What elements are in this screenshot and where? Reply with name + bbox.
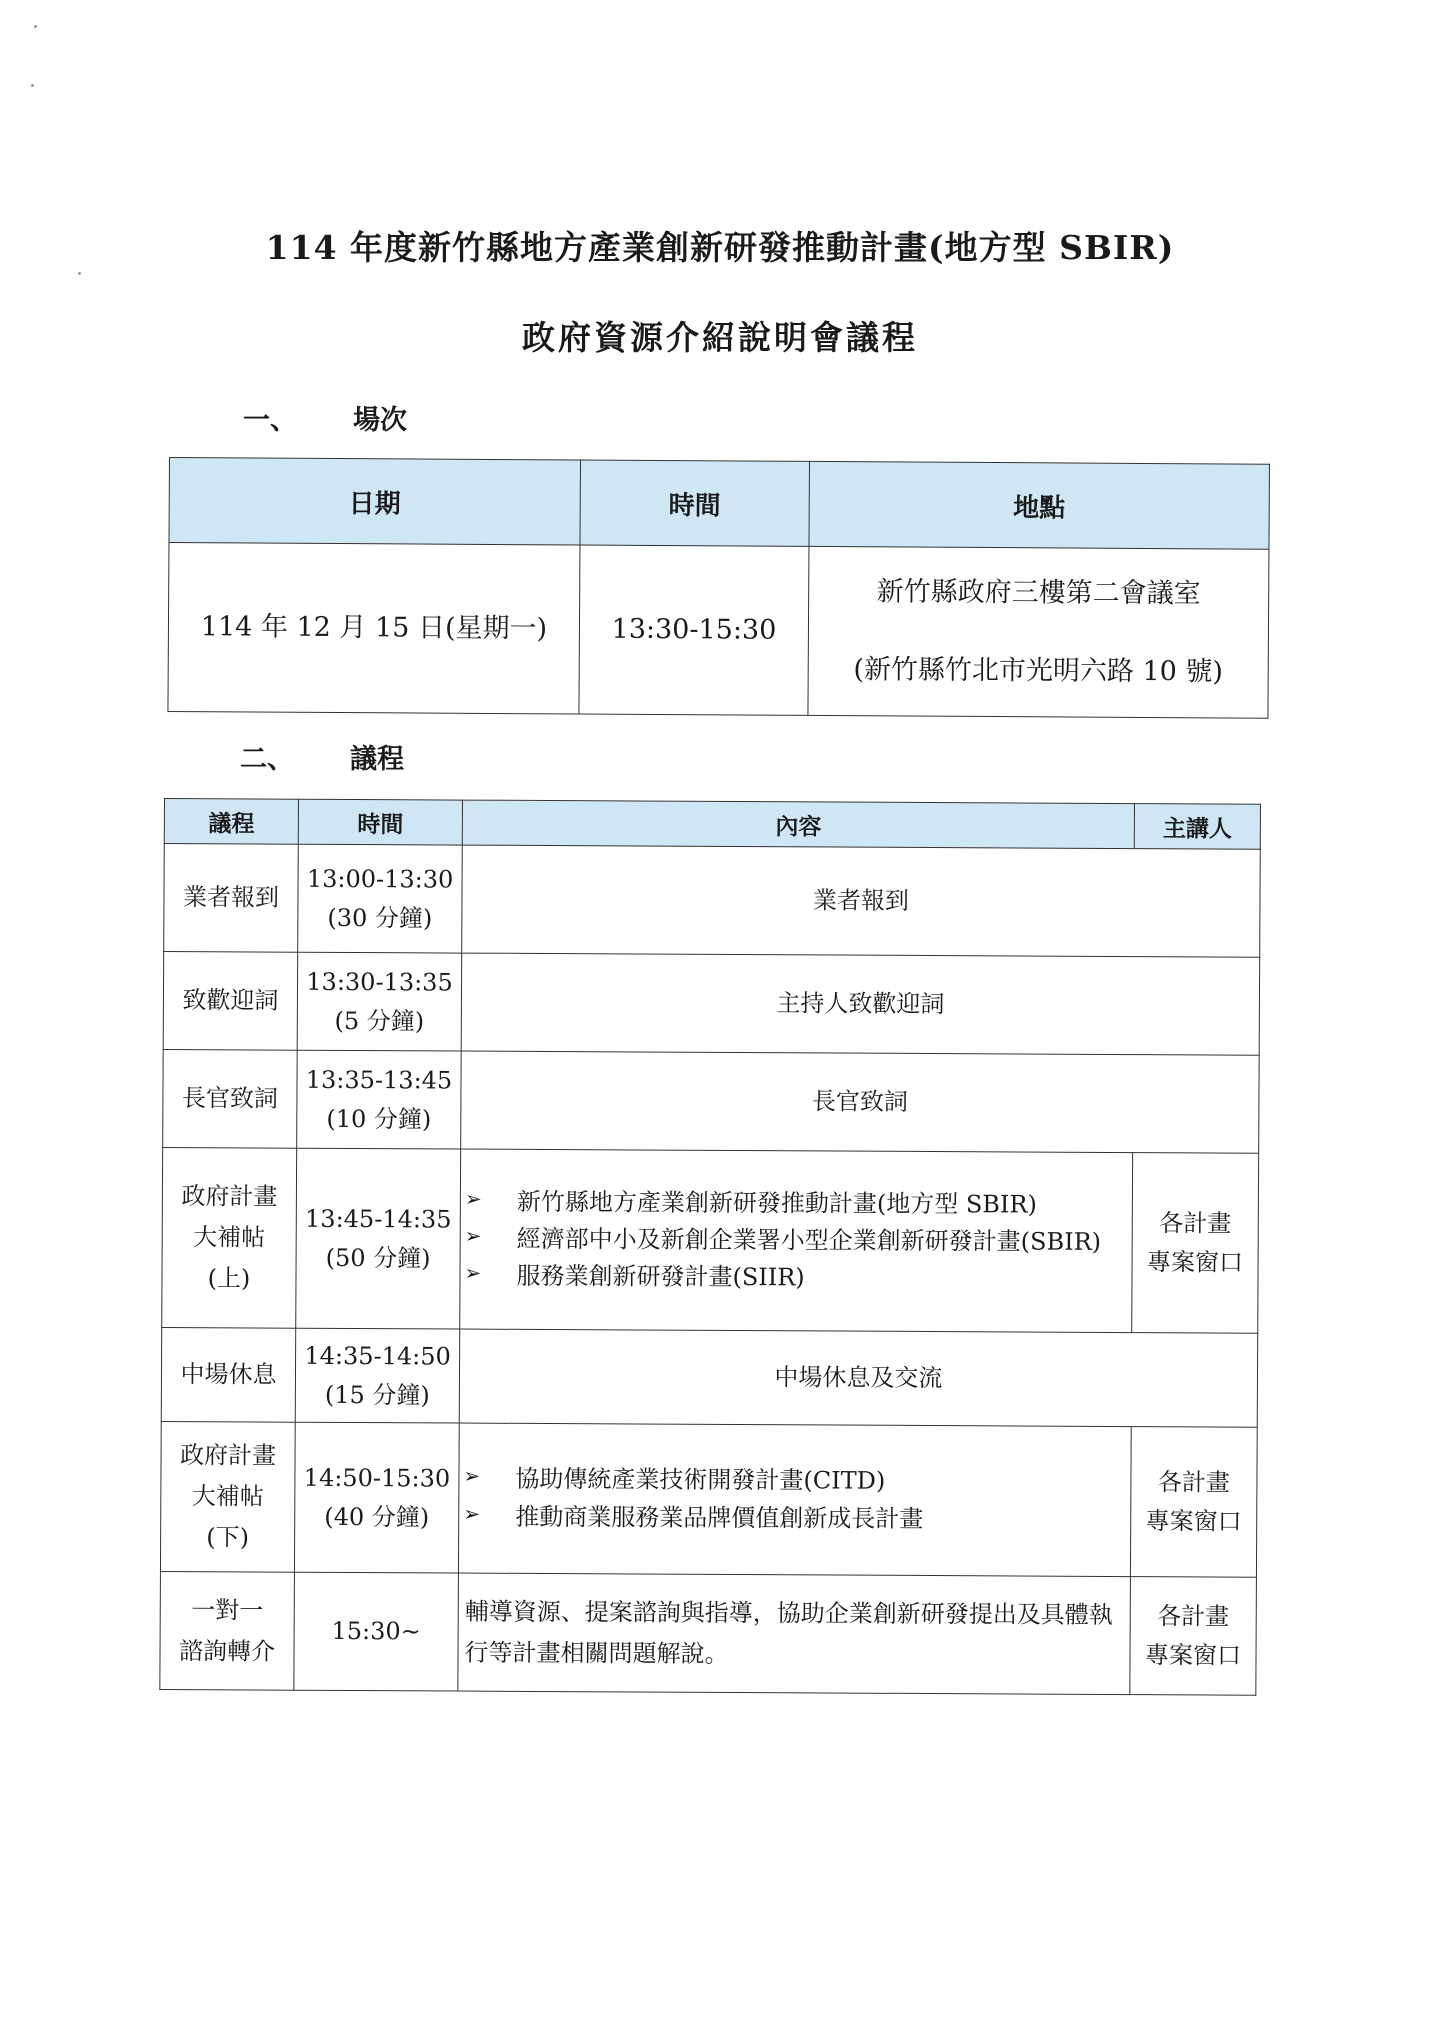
session-time: 13:30-15:30	[579, 545, 809, 715]
session-table	[167, 457, 1270, 719]
header-content: 內容	[462, 800, 1134, 849]
agenda-line: 政府計畫	[181, 1182, 278, 1211]
agenda-item	[160, 1421, 295, 1572]
agenda-item: 業者報到	[164, 844, 299, 953]
table-row	[162, 1147, 1259, 1333]
agenda-content-list	[458, 1423, 1131, 1577]
duration: (15 分鐘)	[324, 1380, 430, 1409]
arrow-bullet-icon: ➢	[464, 1223, 482, 1248]
time-range: 14:35-14:50	[304, 1341, 451, 1371]
section-number: 二、	[240, 744, 294, 775]
agenda-time	[294, 1422, 459, 1573]
speaker-line: 各計畫	[1157, 1468, 1231, 1497]
session-location	[808, 546, 1269, 718]
agenda-line: 一對一	[191, 1595, 264, 1625]
agenda-speaker	[1130, 1577, 1257, 1696]
header-time: 時間	[580, 460, 810, 546]
agenda-time	[298, 844, 463, 953]
speaker-line: 專案窗口	[1147, 1247, 1244, 1277]
list-item-text: 經濟部中小及新創企業署小型企業創新研發計畫(SBIR)	[516, 1224, 1102, 1256]
list-item	[465, 1220, 1128, 1261]
list-item	[463, 1461, 1126, 1502]
header-time: 時間	[298, 799, 462, 845]
scan-speck	[31, 84, 34, 87]
time-range: 13:30-13:35	[306, 967, 453, 997]
table-row	[160, 1421, 1257, 1577]
agenda-time	[297, 952, 462, 1051]
location-venue: 新竹縣政府三樓第二會議室	[876, 576, 1201, 610]
time-range: 13:00-13:30	[306, 864, 454, 894]
duration: (10 分鐘)	[326, 1104, 432, 1133]
agenda-speaker	[1130, 1427, 1257, 1578]
agenda-content-list	[460, 1149, 1133, 1333]
agenda-content: 業者報到	[462, 845, 1261, 957]
agenda-item: 長官致詞	[163, 1049, 298, 1148]
agenda-content: 中場休息及交流	[459, 1329, 1257, 1427]
section-heading-agenda	[240, 737, 404, 776]
speaker-line: 專案窗口	[1145, 1506, 1242, 1536]
session-table-header	[169, 458, 1269, 550]
document-title: 114 年度新竹縣地方產業創新研發推動計畫(地方型 SBIR)	[265, 228, 1175, 267]
time-range: 14:50-15:30	[303, 1463, 451, 1493]
scan-speck	[34, 25, 37, 28]
agenda-time: 15:30~	[294, 1572, 459, 1691]
agenda-item	[160, 1571, 295, 1690]
location-address: (新竹縣竹北市光明六路 10 號)	[853, 654, 1224, 688]
table-row	[164, 844, 1261, 958]
list-item-text: 新竹縣地方產業創新研發推動計畫(地方型 SBIR)	[516, 1187, 1037, 1219]
agenda-item: 中場休息	[161, 1327, 295, 1422]
session-date: 114 年 12 月 15 日(星期一)	[168, 543, 580, 715]
header-agenda: 議程	[164, 799, 298, 845]
arrow-bullet-icon: ➢	[463, 1463, 481, 1488]
document-subtitle: 政府資源介紹說明會議程	[522, 318, 918, 357]
list-item-text: 推動商業服務業品牌價值創新成長計畫	[515, 1502, 924, 1533]
agenda-table	[159, 798, 1261, 1696]
agenda-line: 大補帖	[191, 1482, 264, 1511]
list-item	[464, 1258, 1127, 1299]
agenda-content: 輔導資源、提案諮詢與指導，協助企業創新研發提出及具體執行等計畫相關問題解說。	[458, 1573, 1131, 1695]
duration: (40 分鐘)	[324, 1502, 430, 1531]
section-title: 議程	[350, 744, 404, 775]
agenda-time	[297, 1050, 462, 1149]
list-item	[465, 1183, 1128, 1224]
time-range: 13:35-13:45	[305, 1065, 453, 1095]
agenda-content: 長官致詞	[461, 1051, 1260, 1153]
agenda-line: 諮詢轉介	[178, 1636, 276, 1666]
time-range: 13:45-14:35	[305, 1204, 452, 1234]
speaker-line: 專案窗口	[1144, 1640, 1242, 1670]
table-row	[163, 952, 1259, 1056]
arrow-bullet-icon: ➢	[464, 1186, 482, 1211]
header-speaker: 主講人	[1134, 804, 1260, 850]
agenda-table-header	[164, 799, 1260, 850]
scan-speck	[78, 272, 81, 275]
agenda-line: (下)	[206, 1523, 250, 1552]
agenda-item	[162, 1147, 297, 1328]
list-item-text: 服務業創新研發計畫(SIIR)	[516, 1261, 805, 1292]
arrow-bullet-icon: ➢	[463, 1501, 481, 1526]
table-row	[168, 543, 1269, 719]
section-title: 場次	[353, 405, 407, 436]
table-row	[161, 1327, 1257, 1427]
table-row	[163, 1049, 1259, 1153]
speaker-line: 各計畫	[1157, 1602, 1230, 1631]
header-date: 日期	[169, 458, 581, 546]
header-location: 地點	[809, 461, 1270, 549]
agenda-line: 政府計畫	[179, 1441, 277, 1470]
table-row	[160, 1571, 1257, 1695]
duration: (30 分鐘)	[327, 903, 433, 932]
duration: (50 分鐘)	[325, 1243, 431, 1272]
agenda-time	[296, 1148, 461, 1329]
duration: (5 分鐘)	[334, 1006, 425, 1035]
agenda-time	[295, 1328, 459, 1423]
agenda-speaker	[1132, 1153, 1259, 1334]
speaker-line: 各計畫	[1159, 1209, 1232, 1238]
section-heading-sessions	[243, 398, 407, 437]
list-item-text: 協助傳統產業技術開發計畫(CITD)	[515, 1465, 886, 1496]
arrow-bullet-icon: ➢	[464, 1260, 482, 1285]
list-item	[463, 1498, 1126, 1539]
agenda-content: 主持人致歡迎詞	[461, 953, 1260, 1055]
agenda-line: (上)	[207, 1264, 251, 1293]
agenda-line: 大補帖	[193, 1223, 266, 1252]
agenda-item: 致歡迎詞	[163, 952, 298, 1051]
section-number: 一、	[243, 405, 297, 436]
